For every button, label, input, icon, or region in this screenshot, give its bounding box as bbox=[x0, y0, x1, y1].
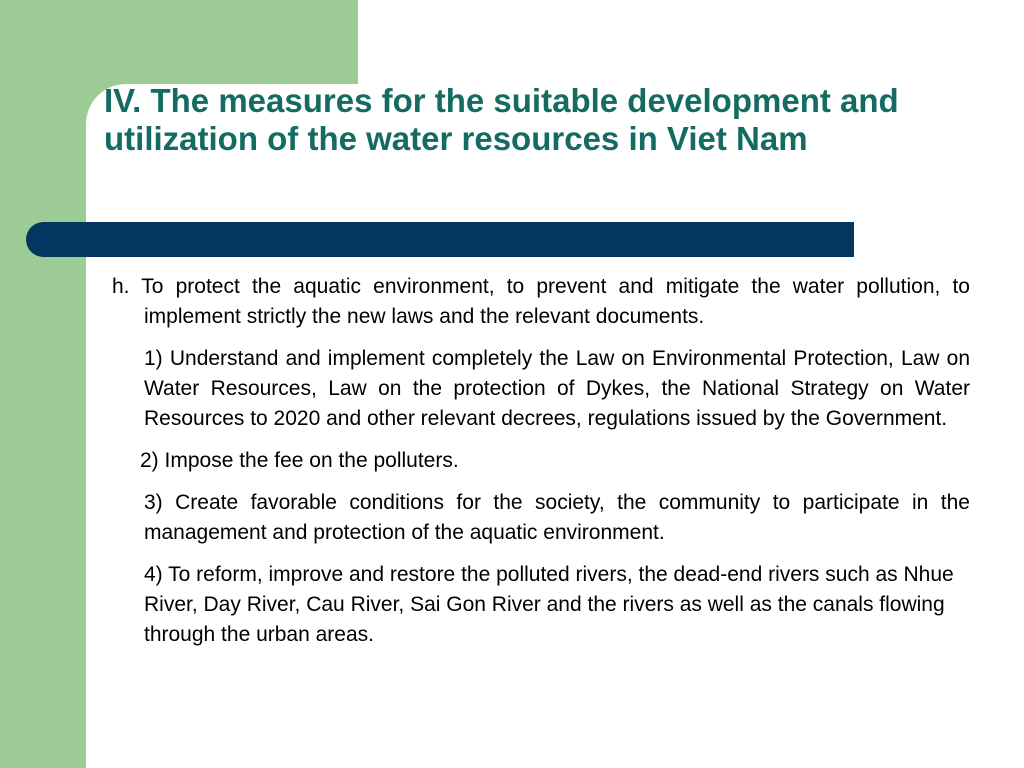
intro-paragraph: h. To protect the aquatic environment, to prevent and mitigate the water pollution, to implement strictly the new laws and the relevant documents. bbox=[112, 275, 970, 328]
list-item-4: 4) To reform, improve and restore the polluted rivers, the dead-end rivers such as Nhue River, Day River, Cau River, Sai Gon River and the rivers as well as the canals flowing through the urban areas. bbox=[144, 563, 954, 646]
list-item-2: 2) Impose the fee on the polluters. bbox=[140, 449, 459, 472]
slide-title: IV. The measures for the suitable development and utilization of the water resources in Viet Nam bbox=[104, 82, 899, 157]
list-item-3: 3) Create favorable conditions for the society, the community to participate in the management and protection of the aquatic environment. bbox=[144, 491, 970, 544]
slide-body bbox=[112, 272, 970, 662]
divider-bar bbox=[26, 222, 854, 257]
list-item-1: 1) Understand and implement completely the Law on Environmental Protection, Law on Water Resources, Law on the protection of Dykes, the National Strategy on Water Resources to 2020 and other relevant decrees, regulations issued by the Government. bbox=[144, 347, 970, 430]
green-top-band bbox=[86, 0, 358, 84]
green-side-band bbox=[0, 0, 86, 768]
